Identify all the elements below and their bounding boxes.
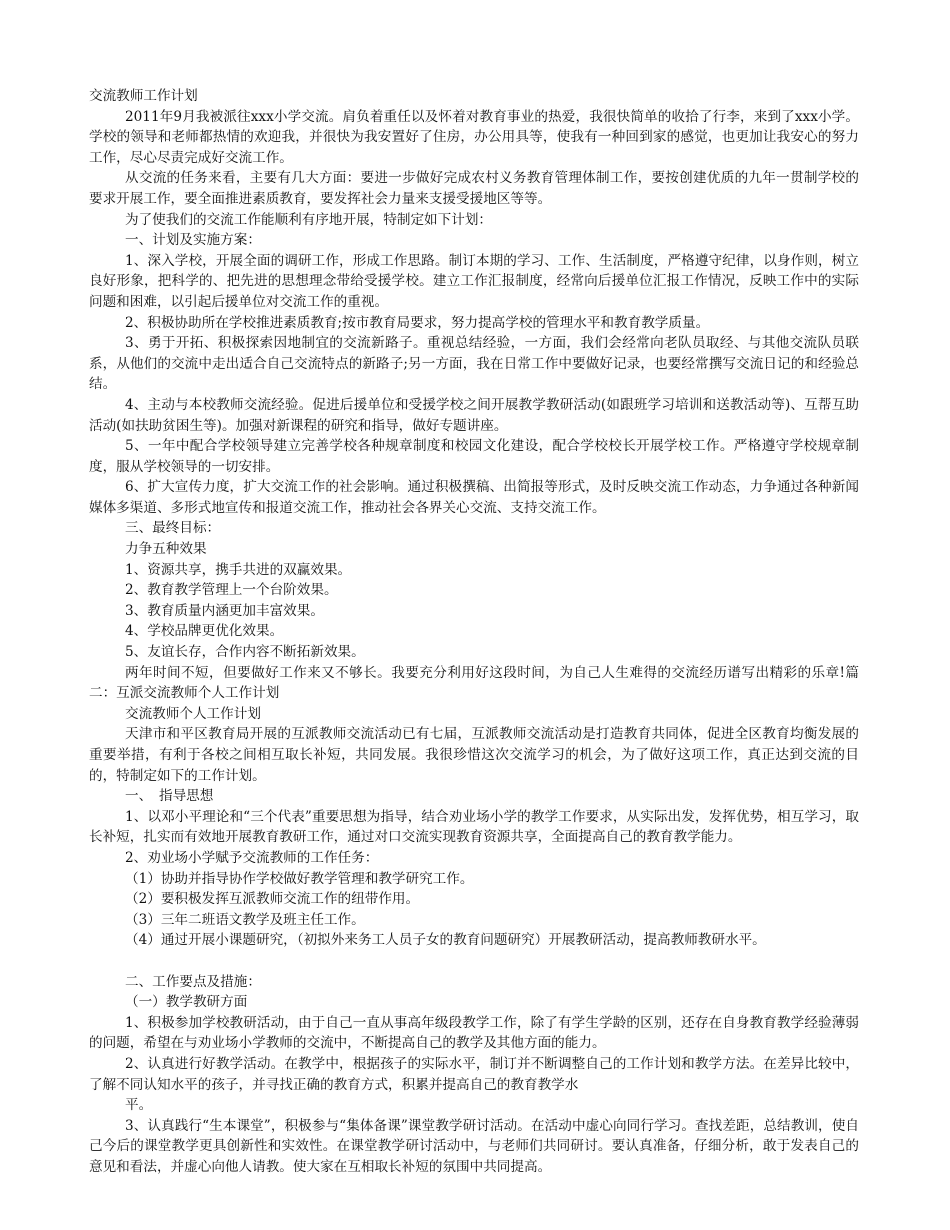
plan-item-5: 5、一年中配合学校领导建立完善学校各种规章制度和校园文化建设，配合学校校长开展学校工作。严格遵守学校规章制度，服从学校领导的一切安排。 xyxy=(89,438,859,475)
plan-item-1: 1、深入学校，开展全面的调研工作，形成工作思路。制订本期的学习、工作、生活制度，严格遵守纪律，以身作则，树立良好形象，把科学的、把先进的思想理念带给受援学校。建立工作汇报制度，经常向后援单位汇报工作情况，反映工作中的实际问题和困难，以引起后援单位对交流工作的重视。 xyxy=(89,252,859,310)
plan-item-3: 3、勇于开拓、积极探索因地制宜的交流新路子。重视总结经验，一方面，我们会经常向老队员取经、与其他交流队员联系，从他们的交流中走出适合自己交流特点的新路子;另一方面，我在日常工作中要做好记录，也要经常撰写交流日记的和经验总结。 xyxy=(89,335,859,393)
section-heading-guiding: 一、 指导思想 xyxy=(125,788,214,805)
task-item-1: （1）协助并指导协作学校做好教学管理和教学研究工作。 xyxy=(125,870,474,887)
paragraph-plan-lead: 为了使我们的交流工作能顺利有序地开展，特制定如下计划： xyxy=(125,211,493,228)
measure-item-1: 1、积极参加学校教研活动，由于自己一直从事高年级段教学工作，除了有学生学龄的区别，还存在自身教育教学经验薄弱的问题，希望在与劝业场小学教师的交流中，不断提高自己的教学及其他方面的能力。 xyxy=(89,1014,859,1052)
goals-lead: 力争五种效果 xyxy=(125,541,207,558)
section-heading-measures: 二、工作要点及措施： xyxy=(125,973,261,990)
goal-item-5: 5、友谊长存，合作内容不断拓新效果。 xyxy=(125,644,365,661)
paragraph-tasks: 从交流的任务来看，主要有几大方面：要进一步做好完成农村义务教育管理体制工作，要按创建优质的九年一贯制学校的要求开展工作，要全面推进素质教育，要发挥社会力量来支援受援地区等等。 xyxy=(89,170,859,207)
plan-item-6: 6、扩大宣传力度，扩大交流工作的社会影响。通过积极撰稿、出简报等形式，及时反映交流工作动态，力争通过各种新闻媒体多渠道、多形式地宣传和报道交流工作，推动社会各界关心交流、支持交流工作。 xyxy=(89,479,859,516)
task-item-4: （4）通过开展小课题研究，（初拟外来务工人员子女的教育问题研究）开展教研活动，提高教师教研水平。 xyxy=(125,932,766,949)
guiding-item-1: 1、以邓小平理论和“三个代表”重要思想为指导，结合劝业场小学的教学工作要求，从实际出发，发挥优势，相互学习，取长补短，扎实而有效地开展教育教研工作，通过对口交流实现教育资源共享，全面提高自己的教育教学能力。 xyxy=(89,808,859,846)
measure-item-2: 2、认真进行好教学活动。在教学中，根据孩子的实际水平，制订并不断调整自己的工作计划和教学方法。在差异比较中，了解不同认知水平的孩子，并寻找正确的教育方式，积累并提高自己的教育教学水 xyxy=(89,1055,859,1093)
goal-item-1: 1、资源共享，携手共进的双赢效果。 xyxy=(125,561,352,578)
measure-item-3: 3、认真践行“生本课堂”，积极参与“集体备课”课堂教学研讨活动。在活动中虚心向同行学习。查找差距，总结教训，使自己今后的课堂教学更具创新性和实效性。在课堂教学研讨活动中，与老师们共同研讨。要认真准备，仔细分析，敢于发表自己的意见和看法，并虚心向他人请教。使大家在互相取长补短的氛围中共同提高。 xyxy=(89,1117,859,1175)
blank-line xyxy=(89,951,859,972)
task-item-3: （3）三年二班语文教学及班主任工作。 xyxy=(125,911,365,928)
measure-item-2-tail: 平。 xyxy=(125,1097,153,1114)
document-title: 交流教师工作计划 xyxy=(89,88,198,104)
plan-item-4: 4、主动与本校教师交流经验。促进后援单位和受援学校之间开展教学教研活动(如跟班学习培训和送教活动等)、互帮互助活动(如扶助贫困生等)。加强对新课程的研究和指导，做好专题讲座。 xyxy=(89,396,859,434)
second-title: 交流教师个人工作计划 xyxy=(125,705,261,722)
section-heading-goals: 三、最终目标： xyxy=(125,520,221,537)
goal-item-3: 3、教育质量内涵更加丰富效果。 xyxy=(125,602,324,619)
paragraph-intro: 2011年9月我被派往xxx小学交流。肩负着重任以及怀着对教育事业的热爱，我很快简单的收拾了行李，来到了xxx小学。学校的领导和老师都热情的欢迎我，并很快为我安置好了住房，办公用具等，使我有一种回到家的感觉，也更加让我安心的努力工作，尽心尽责完成好交流工作。 xyxy=(89,108,859,166)
guiding-item-2: 2、劝业场小学赋予交流教师的工作任务： xyxy=(125,849,379,866)
goal-item-2: 2、教育教学管理上一个台阶效果。 xyxy=(125,582,338,599)
paragraph-closing: 两年时间不短，但要做好工作来又不够长。我要充分利用好这段时间，为自己人生难得的交流经历谱写出精彩的乐章!篇二：互派交流教师个人工作计划 xyxy=(89,664,859,702)
goal-item-4: 4、学校品牌更优化效果。 xyxy=(125,623,284,640)
section-heading-plan: 一、计划及实施方案： xyxy=(125,232,261,249)
subsection-teaching: （一）教学教研方面 xyxy=(125,994,248,1011)
paragraph-second-intro: 天津市和平区教育局开展的互派教师交流活动已有七届，互派教师交流活动是打造教育共同体，促进全区教育均衡发展的重要举措，有利于各校之间相互取长补短，共同发展。我很珍惜这次交流学习的机会，为了做好这项工作，真正达到交流的目的，特制定如下的工作计划。 xyxy=(89,726,859,784)
plan-item-2: 2、积极协助所在学校推进素质教育;按市教育局要求，努力提高学校的管理水平和教育教学质量。 xyxy=(125,314,710,331)
task-item-2: （2）要积极发挥互派教师交流工作的纽带作用。 xyxy=(125,891,420,908)
document-body xyxy=(89,86,859,1177)
